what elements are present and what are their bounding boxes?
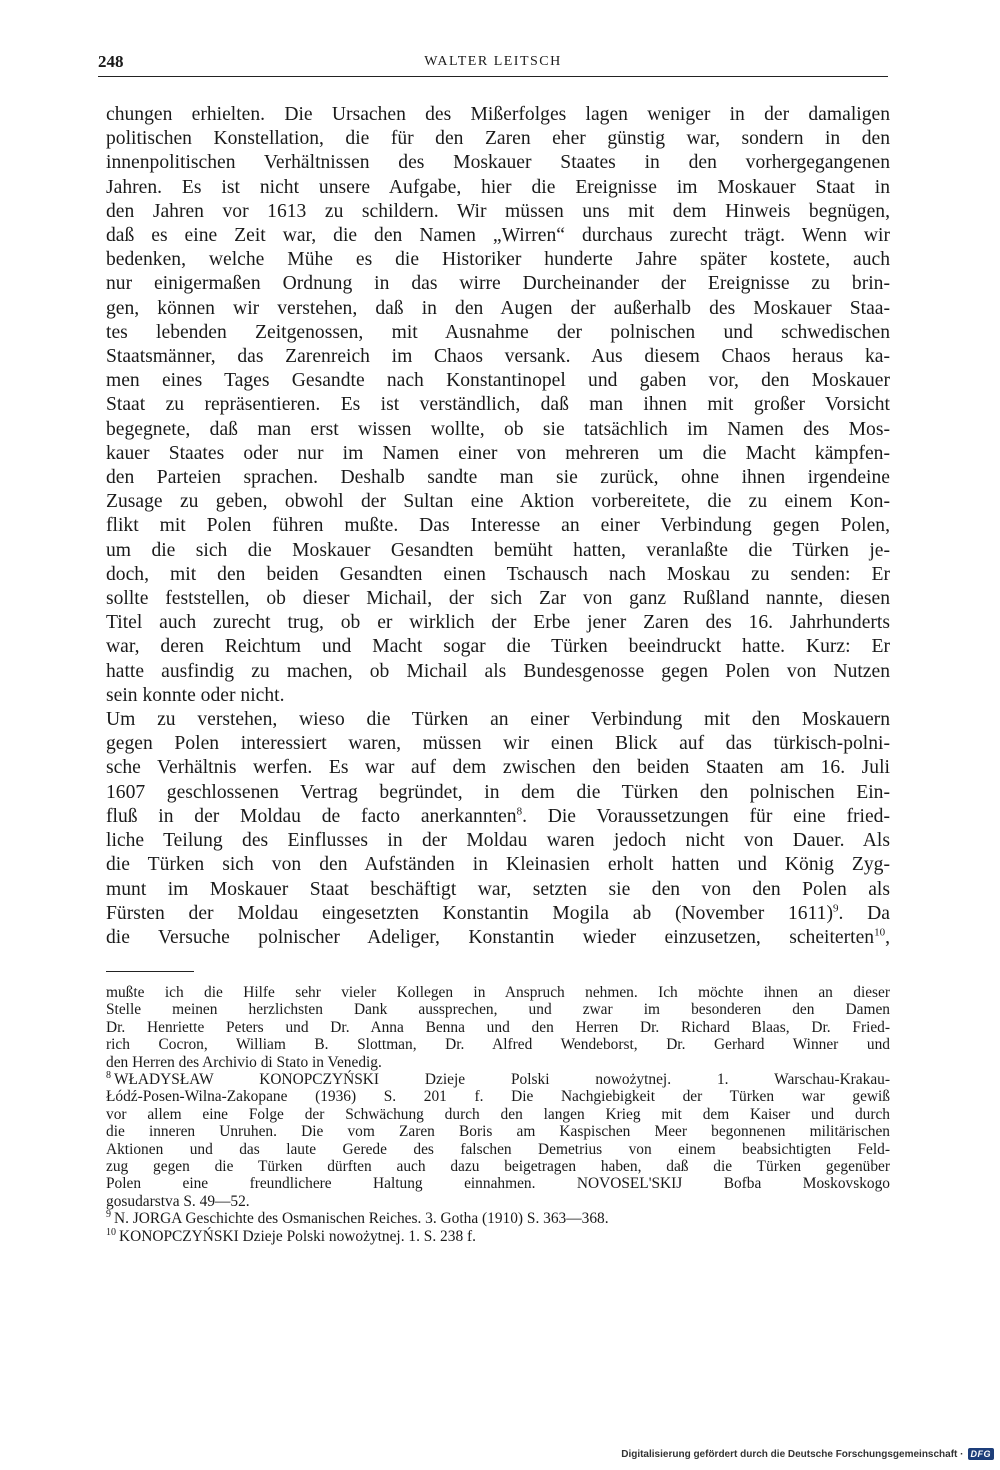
body-line: den Jahren vor 1613 zu schildern. Wir müssen uns mit dem Hinweis begnügen,	[106, 200, 890, 222]
body-line-text: Fürsten der Moldau eingesetzten Konstantin Mogila ab (November 1611)	[106, 902, 833, 924]
footnote-line: die inneren Unruhen. Die vom Zaren Boris am Kaspischen Meer begonnenen militärischen	[106, 1123, 890, 1141]
body-line: daß es eine Zeit war, die den Namen „Wirren“ durchaus zurecht trägt. Wenn wir	[106, 225, 890, 247]
footnote-divider	[106, 971, 194, 972]
body-line: Jahren. Es ist nicht unsere Aufgabe, hier die Ereignisse im Moskauer Staat in	[106, 176, 890, 198]
footnote-line: den Herren des Archivio di Stato in Venedig.	[106, 1053, 382, 1071]
footnote-text: N. JORGA Geschichte des Osmanischen Reiches. 3. Gotha (1910) S. 363—368.	[114, 1210, 609, 1228]
body-line: kauer Staates oder nur im Namen einer von mehreren um die Macht kämpfen-	[106, 442, 890, 464]
body-line: Staat zu repräsentieren. Es ist verständlich, daß man ihnen mit großer Vorsicht	[106, 394, 890, 416]
body-line: tes lebenden Zeitgenossen, mit Ausnahme der polnischen und schwedischen	[106, 321, 890, 343]
body-line: liche Teilung des Einflusses in der Moldau waren jedoch nicht von Dauer. Als	[106, 830, 890, 852]
body-line: die Türken sich von den Aufständen in Kleinasien erholt hatten und König Zyg-	[106, 854, 890, 876]
footnote-line: Stelle meinen herzlichsten Dank aussprechen, und zwar im besonderen den Damen	[106, 1001, 890, 1019]
body-line: munt im Moskauer Staat beschäftigt war, setzten sie den von den Polen als	[106, 878, 890, 900]
footnote-line: mußte ich die Hilfe sehr vieler Kollegen in Anspruch nehmen. Ich möchte ihnen an dieser	[106, 984, 890, 1001]
body-line: Um zu verstehen, wieso die Türken an einer Verbindung mit den Moskauern	[106, 709, 890, 731]
page-number: 248	[98, 52, 124, 71]
body-line	[106, 926, 890, 950]
body-line: Zusage zu geben, obwohl der Sultan eine Aktion vorbereitete, die zu einem Kon-	[106, 491, 890, 513]
digitization-credit	[621, 1446, 994, 1462]
body-line: men eines Tages Gesandte nach Konstantinopel und gaben vor, den Moskauer	[106, 370, 890, 392]
body-line: nur einigermaßen Ordnung in das wirre Durcheinander der Ereignisse zu brin-	[106, 273, 890, 295]
footnote-ref[interactable]: 9	[832, 902, 839, 915]
dfg-logo: DFG	[968, 1448, 995, 1460]
body-line: politischen Konstellation, die für den Zaren eher günstig war, sondern in den	[106, 128, 890, 150]
body-line: innenpolitischen Verhältnissen des Moskauer Staates in den vorhergegangenen	[106, 152, 890, 174]
footnote-line: rich Cocron, William B. Slottman, Dr. Alfred Wendeborst, Dr. Gerhard Winner und	[106, 1036, 890, 1054]
footnote-line: Aktionen und das laute Gerede des falschen Demetrius von einem beabsichtigten Feld-	[106, 1140, 890, 1158]
body-line: bedenken, welche Mühe es die Historiker hunderte Jahre später kostete, auch	[106, 249, 890, 271]
body-text	[106, 103, 890, 950]
footnotes	[106, 984, 890, 1245]
footnote-number: 8	[106, 1069, 111, 1081]
body-line: chungen erhielten. Die Ursachen des Mißerfolges lagen weniger in der damaligen	[106, 104, 890, 125]
footnote-line: Łódź-Posen-Wilna-Zakopane (1936) S. 201 f. Die Nachgiebigkeit der Türken war gewiß	[106, 1088, 890, 1106]
credit-text: Digitalisierung gefördert durch die Deutsche Forschungsgemeinschaft ·	[621, 1448, 964, 1460]
body-line-text: ,	[885, 926, 890, 948]
footnote-line: zug gegen die Türken dürften auch dazu beigetragen haben, daß die Türken gegenüber	[106, 1158, 890, 1176]
body-line: Staatsmänner, das Zarenreich im Chaos versank. Aus diesem Chaos heraus ka-	[106, 346, 890, 368]
body-line: gen, können wir verstehen, daß in den Augen der außerhalb des Moskauer Staa-	[106, 297, 890, 319]
footnote-number: 10	[106, 1226, 116, 1238]
footnote-text: WŁADYSŁAW KONOPCZYŃSKI Dzieje Polski nowożytnej. 1. Warschau-Krakau-	[114, 1071, 890, 1089]
body-line: flikt mit Polen führen mußte. Das Interesse an einer Verbindung gegen Polen,	[106, 515, 890, 537]
body-line: gegen Polen interessiert waren, müssen wir einen Blick auf das türkisch-polni-	[106, 733, 890, 755]
body-line-text: die Versuche polnischer Adeliger, Konstantin wieder einzusetzen, scheiterten	[106, 926, 875, 948]
body-line-text: . Da	[838, 902, 890, 924]
body-line: 1607 geschlossenen Vertrag begründet, in dem die Türken den polnischen Ein-	[106, 781, 890, 803]
body-line: doch, mit den beiden Gesandten einen Tschausch nach Moskau zu senden: Er	[106, 563, 890, 585]
body-line: Titel auch zurecht trug, ob er wirklich der Erbe jener Zaren des 16. Jahrhunderts	[106, 612, 890, 634]
body-line: sche Verhältnis werfen. Es war auf dem zwischen den beiden Staaten am 16. Juli	[106, 757, 890, 779]
footnote-number: 9	[106, 1209, 111, 1221]
body-line-text: . Die Voraussetzungen für eine fried-	[522, 805, 890, 827]
body-line: war, deren Reichtum und Macht sogar die Türken beeindruckt hatte. Kurz: Er	[106, 636, 890, 658]
body-line-text: fluß in der Moldau de facto anerkannten	[106, 805, 517, 827]
footnote-8	[106, 1071, 890, 1088]
footnote-line: Polen eine freundlichere Haltung einnahmen. NOVOSEL'SKIJ Bofba Moskovskogo	[106, 1175, 890, 1193]
body-line: um die sich die Moskauer Gesandten bemüht hatten, veranlaßte die Türken je-	[106, 539, 890, 561]
running-head: WALTER LEITSCH	[424, 54, 562, 69]
footnote-ref[interactable]: 10	[874, 926, 886, 939]
footnote-line: vor allem eine Folge der Schwächung durch den langen Krieg mit dem Kaiser und durch	[106, 1105, 890, 1123]
body-line: den Parteien sprachen. Deshalb sandte man sie zurück, ohne ihnen irgendeine	[106, 467, 890, 489]
footnote-ref[interactable]: 8	[516, 805, 523, 818]
body-line: hatte ausfindig zu machen, ob Michail als Bundesgenosse gegen Polen von Nutzen	[106, 660, 890, 682]
body-line: sollte feststellen, ob dieser Michail, der sich Zar von ganz Rußland nannte, diesen	[106, 588, 890, 610]
body-line: sein konnte oder nicht.	[106, 684, 285, 706]
page-header	[98, 52, 888, 77]
body-line	[106, 805, 890, 829]
footnote-10	[106, 1228, 890, 1245]
body-line: begegnete, daß man erst wissen wollte, ob sie tatsächlich im Namen des Mos-	[106, 418, 890, 440]
footnote-text: KONOPCZYŃSKI Dzieje Polski nowożytnej. 1. S. 238 f.	[119, 1227, 476, 1245]
footnote-line: Dr. Henriette Peters und Dr. Anna Benna und den Herren Dr. Richard Blaas, Dr. Fried-	[106, 1018, 890, 1036]
body-line	[106, 902, 890, 926]
footnote-9	[106, 1210, 890, 1227]
footnote-line: gosudarstva S. 49—52.	[106, 1192, 250, 1210]
